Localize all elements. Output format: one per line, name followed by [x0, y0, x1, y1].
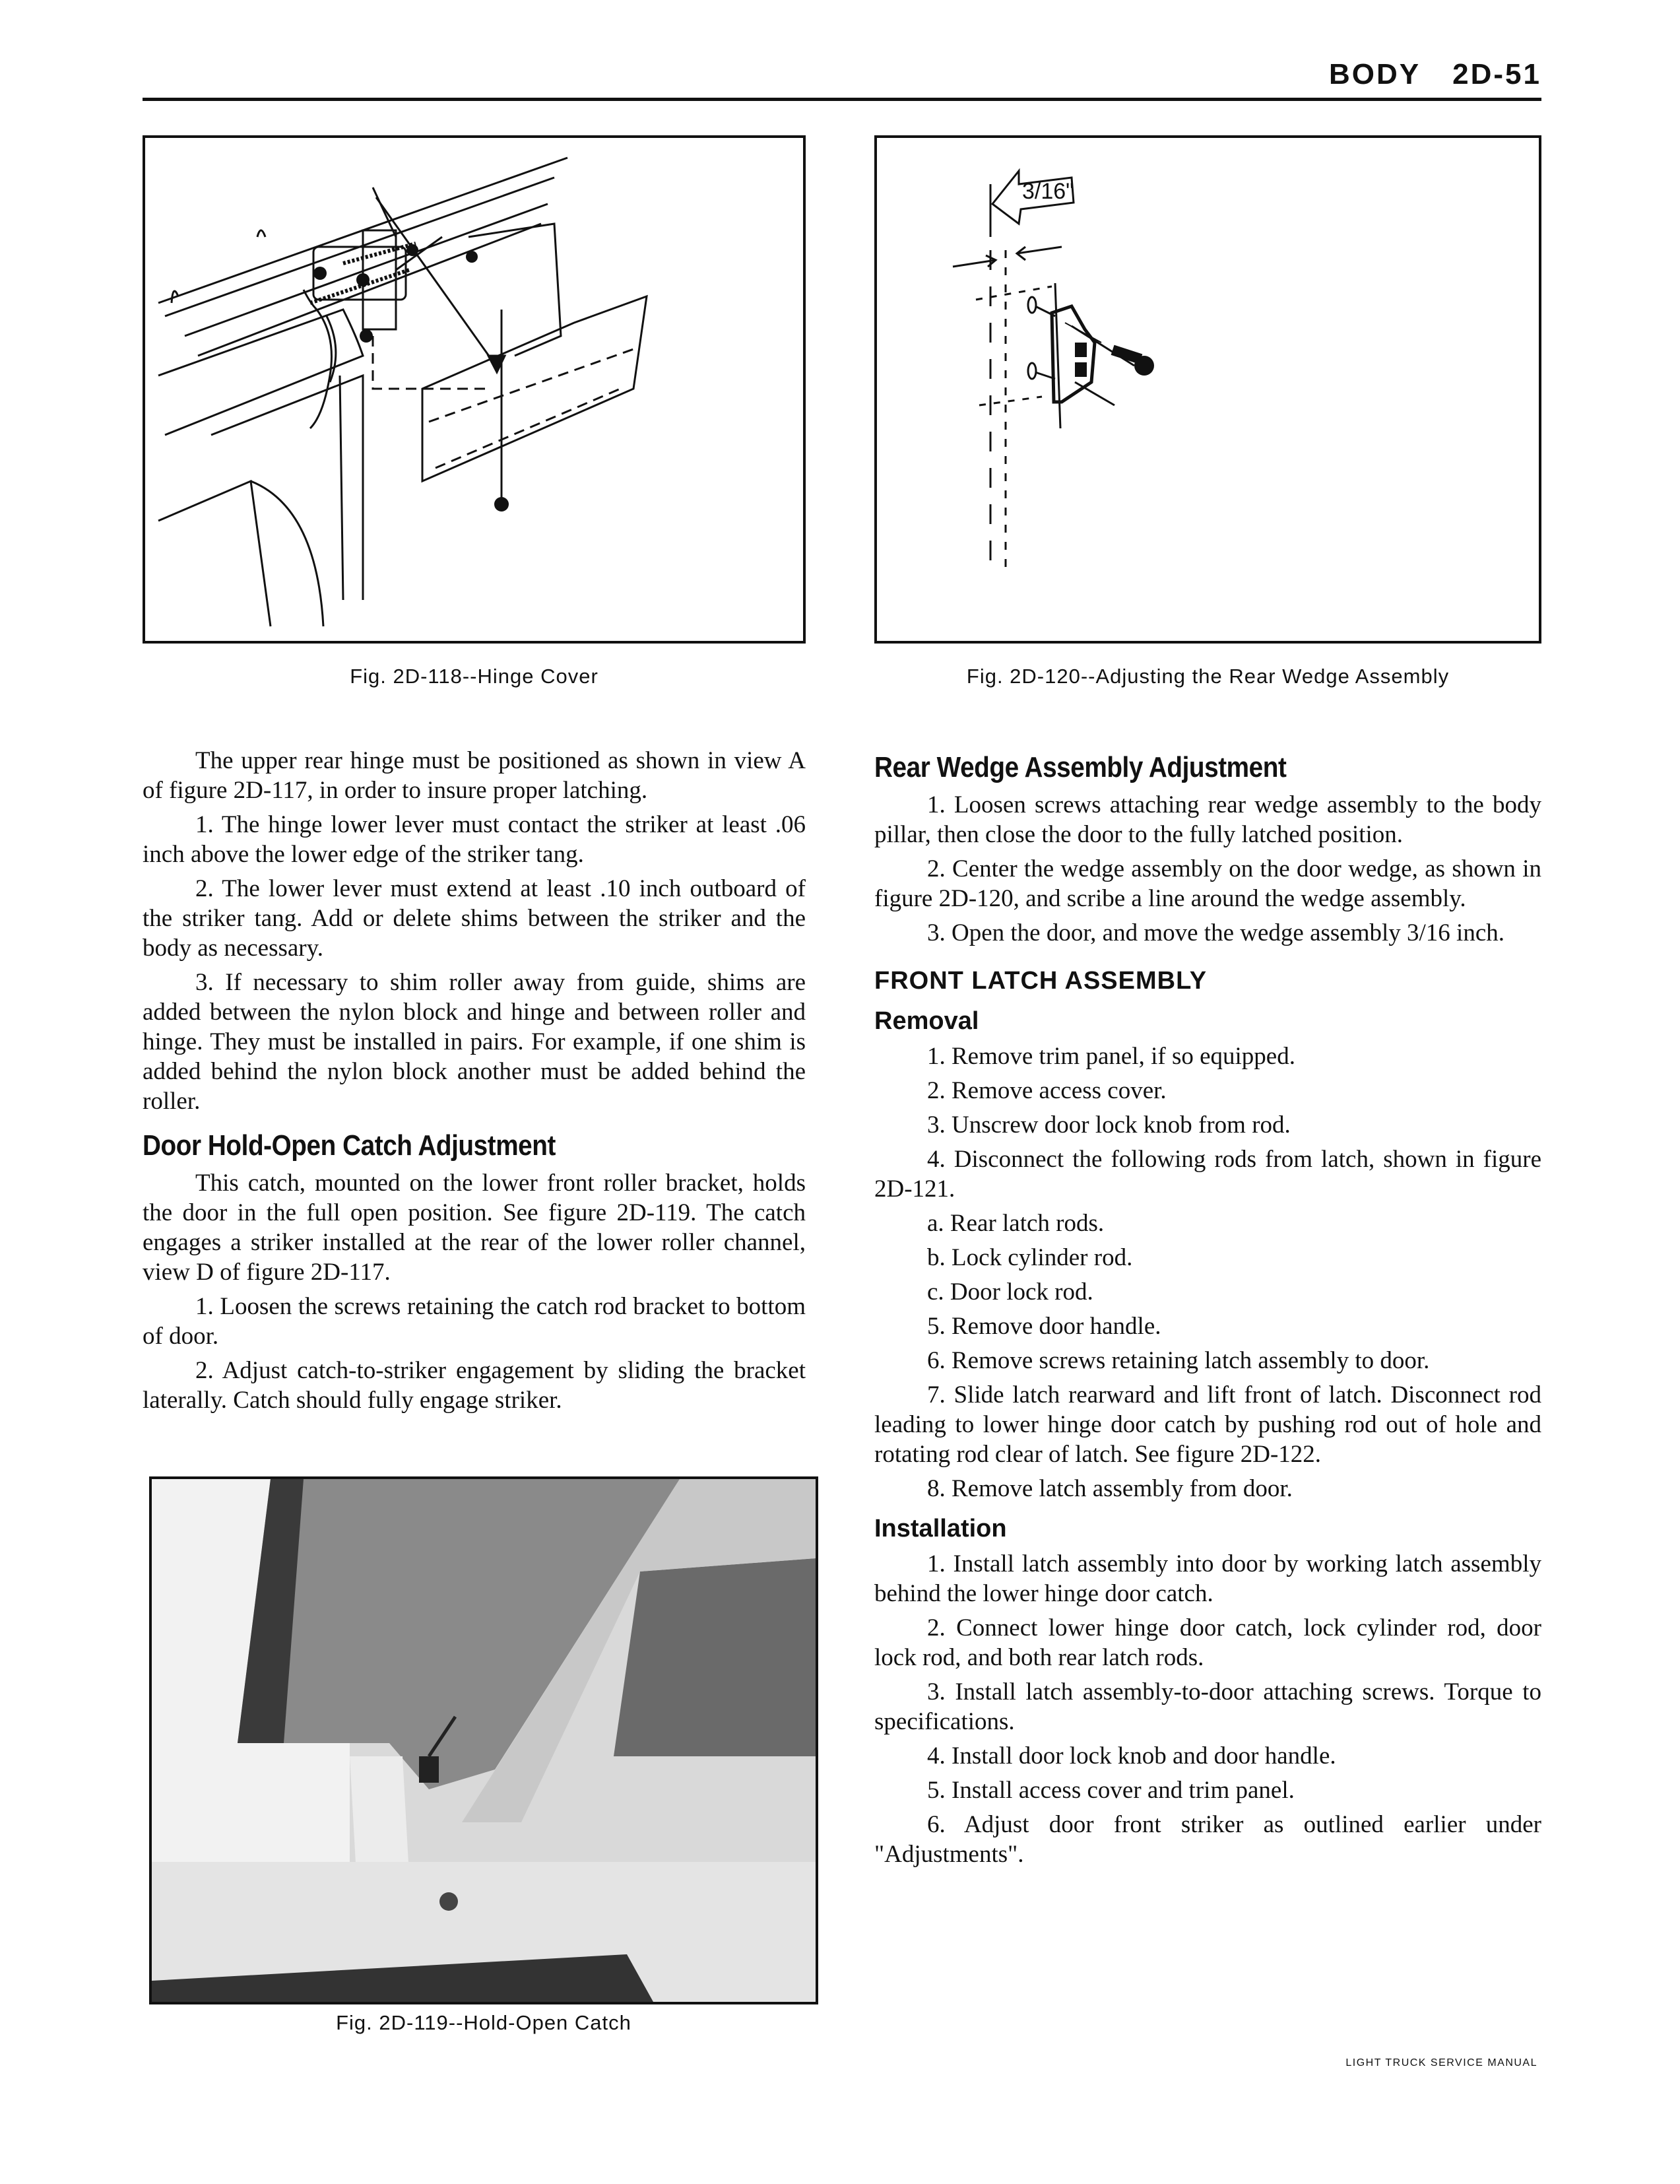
figure-hinge-cover: [143, 135, 806, 644]
front-latch-heading: FRONT LATCH ASSEMBLY: [874, 967, 1208, 995]
hinge-step-1: 1. The hinge lower lever must contact the striker at least .06 inch above the lower edge of the striker tang.: [143, 811, 806, 868]
left-column: [143, 746, 806, 1420]
running-head: [1329, 58, 1541, 91]
section-title: BODY: [1329, 58, 1421, 90]
page-header: [143, 58, 1541, 99]
removal-step-1: 1. Remove trim panel, if so equipped.: [927, 1043, 1295, 1070]
catch-heading: Door Hold-Open Catch Adjustment: [143, 1129, 556, 1162]
wedge-heading: Rear Wedge Assembly Adjustment: [874, 751, 1287, 783]
catch-step-1: 1. Loosen the screws retaining the catch rod bracket to bottom of door.: [143, 1293, 806, 1350]
installation-heading: Installation: [874, 1515, 1007, 1542]
install-step-2: 2. Connect lower hinge door catch, lock cylinder rod, door lock rod, and both rear latch rods.: [874, 1614, 1541, 1671]
removal-step-8: 8. Remove latch assembly from door.: [927, 1475, 1293, 1502]
removal-heading: Removal: [874, 1007, 979, 1035]
removal-step-7: 7. Slide latch rearward and lift front of latch. Disconnect rod leading to lower hinge door catch by pushing rod out of hole and rotating rod clear of latch. See figure 2D-122.: [874, 1381, 1541, 1468]
figure-caption-120: Fig. 2D-120--Adjusting the Rear Wedge Assembly: [966, 665, 1450, 688]
page-footer: LIGHT TRUCK SERVICE MANUAL: [1345, 2057, 1537, 2068]
hold-open-catch-photo: [152, 1479, 816, 2002]
dimension-label: 3/16": [1022, 179, 1074, 204]
hinge-cover-illustration: [145, 138, 803, 641]
install-step-3: 3. Install latch assembly-to-door attaching screws. Torque to specifications.: [874, 1678, 1541, 1735]
hinge-step-3: 3. If necessary to shim roller away from guide, shims are added between the nylon block and hinge and between roller and hinge. They must be installed in pairs. For example, if one shim is added behind the nylon block another must be added behind the roller.: [143, 969, 806, 1115]
removal-step-4: 4. Disconnect the following rods from latch, shown in figure 2D-121.: [874, 1146, 1541, 1203]
hinge-intro: The upper rear hinge must be positioned as shown in view A of figure 2D-117, in order to insure proper latching.: [143, 747, 806, 804]
install-step-5: 5. Install access cover and trim panel.: [927, 1777, 1295, 1804]
rear-wedge-illustration: [877, 138, 1539, 641]
figure-rear-wedge: [874, 135, 1541, 644]
removal-step-6: 6. Remove screws retaining latch assembly to door.: [927, 1347, 1430, 1374]
right-column: [874, 752, 1541, 1874]
catch-step-2: 2. Adjust catch-to-striker engagement by sliding the bracket laterally. Catch should fully engage striker.: [143, 1357, 806, 1414]
install-step-6: 6. Adjust door front striker as outlined earlier under "Adjustments".: [874, 1811, 1541, 1868]
hinge-step-2: 2. The lower lever must extend at least .10 inch outboard of the striker tang. Add or delete shims between the striker and the body as necessary.: [143, 875, 806, 962]
wedge-step-1: 1. Loosen screws attaching rear wedge assembly to the body pillar, then close the door to the fully latched position.: [874, 791, 1541, 848]
header-rule: [143, 98, 1541, 101]
figure-caption-118: Fig. 2D-118--Hinge Cover: [350, 665, 598, 688]
wedge-step-2: 2. Center the wedge assembly on the door wedge, as shown in figure 2D-120, and scribe a line around the wedge assembly.: [874, 855, 1541, 912]
install-step-4: 4. Install door lock knob and door handle.: [927, 1742, 1336, 1770]
removal-substep-b: b. Lock cylinder rod.: [927, 1244, 1133, 1271]
figure-hold-open-catch: [149, 1476, 818, 2004]
removal-step-2: 2. Remove access cover.: [927, 1077, 1167, 1104]
removal-substep-c: c. Door lock rod.: [927, 1278, 1093, 1306]
removal-step-3: 3. Unscrew door lock knob from rod.: [927, 1111, 1291, 1139]
removal-step-5: 5. Remove door handle.: [927, 1313, 1161, 1340]
page-number: 2D-51: [1452, 58, 1541, 90]
wedge-step-3: 3. Open the door, and move the wedge assembly 3/16 inch.: [927, 919, 1505, 946]
install-step-1: 1. Install latch assembly into door by working latch assembly behind the lower hinge door catch.: [874, 1550, 1541, 1607]
figure-caption-119: Fig. 2D-119--Hold-Open Catch: [336, 2011, 631, 2034]
catch-intro: This catch, mounted on the lower front roller bracket, holds the door in the full open position. See figure 2D-119. The catch engages a striker installed at the rear of the lower roller channel, view D of figure 2D-117.: [143, 1170, 806, 1286]
removal-substep-a: a. Rear latch rods.: [927, 1210, 1105, 1237]
